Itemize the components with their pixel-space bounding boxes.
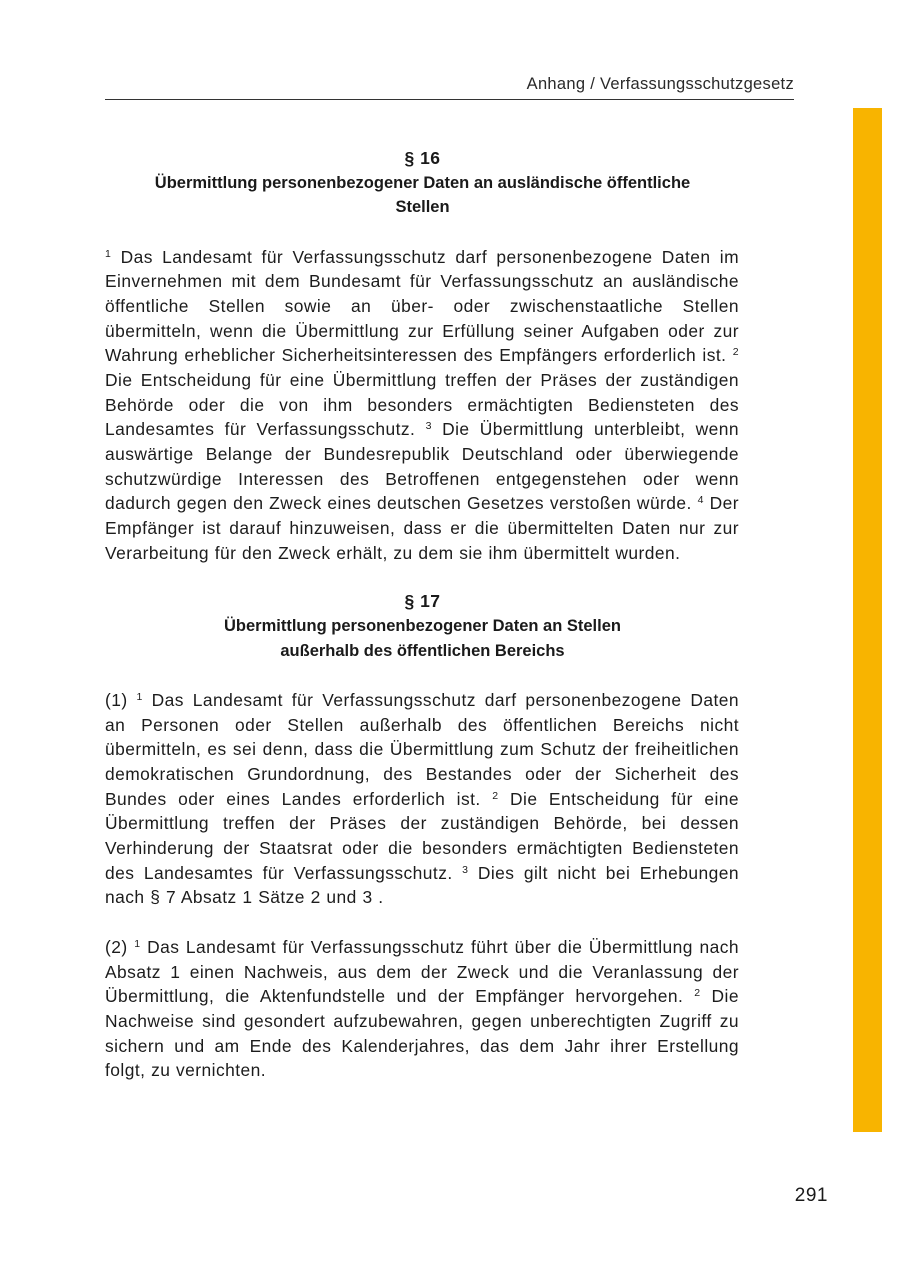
section-title-line: Stellen	[395, 198, 450, 217]
sentence-number: 4	[697, 494, 704, 507]
section-title-line: außerhalb des öffentlichen Bereichs	[280, 641, 565, 660]
document-body	[105, 146, 739, 1083]
sentence-number: 2	[732, 346, 740, 359]
sentence-text: Das Landesamt für Verfassungsschutz führt über die Übermittlung nach Absatz 1 einen Nachweis, aus dem der Zweck und die Veranlassung der Übermittlung, die Aktenfundstelle und der Empfänger hervorgehen.	[105, 937, 739, 1007]
sentence-number: 2	[694, 987, 701, 1000]
sentence-number: 1	[136, 691, 143, 704]
paragraph-label: (2)	[105, 937, 128, 957]
section-title-line: Übermittlung personenbezogener Daten an ausländische öffentliche	[154, 173, 691, 192]
section-16-heading	[105, 146, 739, 220]
sentence-number: 1	[134, 938, 141, 950]
section-17-paragraph-1	[105, 688, 739, 910]
section-title-line: Übermittlung personenbezogener Daten an Stellen	[224, 616, 621, 635]
sentence-text: Die Entscheidung für eine Übermittlung treffen der Präses der zuständigen Behörde oder die von ihm besonders ermächtigten Bediensteten des Landesamtes für Verfassungsschutz.	[105, 370, 739, 440]
sentence-text: Das Landesamt für Verfassungsschutz darf personenbezogene Daten im Einvernehmen mit dem Bundesamt für Verfassungsschutz an ausländische öffentliche Stellen sowie an über- oder zwischenstaatliche Stellen übermitteln, wenn die Übermittlung zur Erfüllung seiner Aufgaben oder zur Wahrung erheblicher Sicherheitsinteressen des Empfängers erforderlich ist.	[105, 246, 739, 366]
section-number: § 16	[404, 148, 441, 168]
chapter-tab-bar	[853, 108, 882, 1132]
section-17-heading	[105, 589, 739, 663]
sentence-number: 1	[105, 247, 112, 260]
sentence-text: Die Übermittlung unterbleibt, wenn auswärtige Belange der Bundesrepublik Deutschland oder überwiegende schutzwürdige Interessen des Betroffenen entgegenstehen oder wenn dadurch gegen den Zweck eines deutschen Gesetzes verstoßen würde.	[105, 419, 739, 514]
sentence-text: Das Landesamt für Verfassungsschutz darf personenbezogene Daten an Personen oder Stellen außerhalb des öffentlichen Bereichs nicht übermitteln, es sei denn, dass die Übermittlung zum Schutz der freiheitlichen demokratischen Grundordnung, des Bestandes oder der Sicherheit des Bundes oder eines Landes erforderlich ist.	[105, 690, 740, 809]
sentence-number: 3	[425, 420, 432, 433]
section-16-paragraph	[105, 245, 739, 566]
section-number: § 17	[404, 591, 441, 612]
sentence-text: Die Entscheidung für eine Übermittlung treffen der Präses der zuständigen Behörde, bei dessen Verhinderung der Staatsrat oder die besonders ermächtigten Bediensteten des Landesamtes für Verfassungsschutz.	[105, 788, 740, 883]
section-17-paragraph-2	[105, 935, 739, 1083]
page-number: 291	[794, 1185, 828, 1206]
running-header	[105, 73, 794, 100]
sentence-text: Die Nachweise sind gesondert aufzubewahren, gegen unberechtigten Zugriff zu sichern und am Ende des Kalenderjahres, das dem Jahr ihrer Erstellung folgt, zu vernichten.	[105, 986, 739, 1081]
sentence-text: Der Empfänger ist darauf hinzuweisen, dass er die übermittelten Daten nur zur Verarbeitung für den Zweck erhält, zu dem sie ihm übermittelt wurden.	[105, 493, 739, 563]
sentence-number: 2	[492, 789, 499, 802]
sentence-number: 3	[462, 863, 469, 876]
running-header-title: Anhang / Verfassungsschutzgesetz	[526, 75, 794, 93]
sentence-text: Dies gilt nicht bei Erhebungen nach § 7 Absatz 1 Sätze 2 und 3 .	[105, 862, 740, 908]
paragraph-label: (1)	[105, 690, 128, 711]
